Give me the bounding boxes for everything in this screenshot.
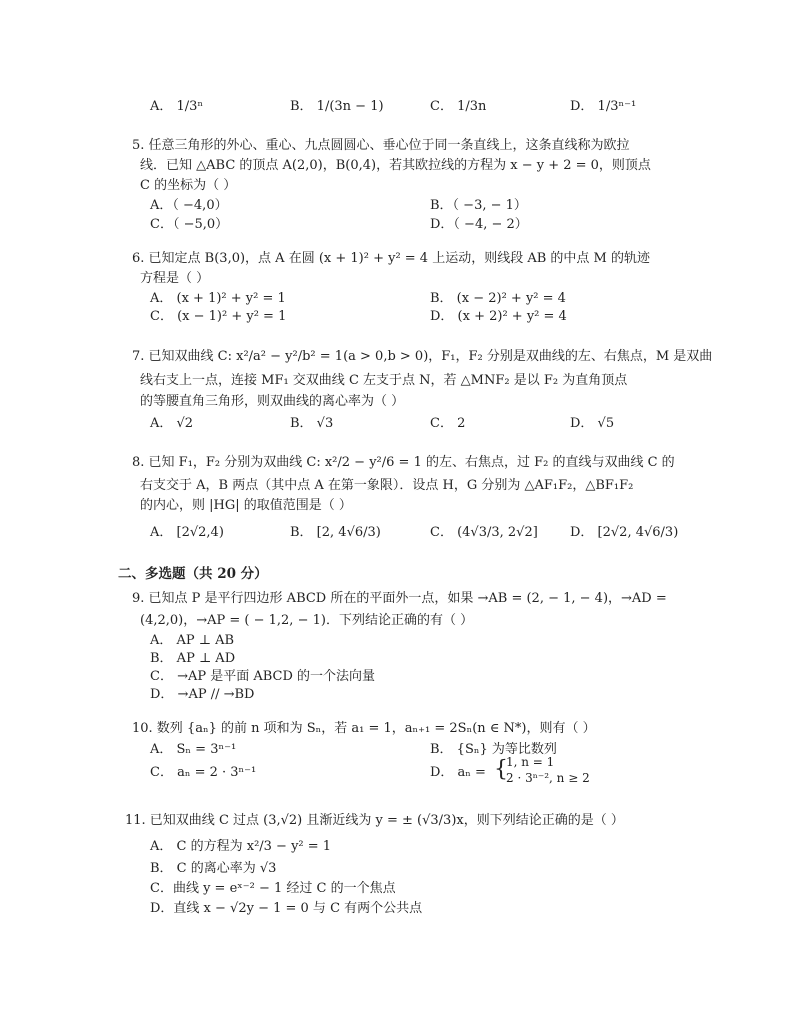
q7-option-b: B． √3: [290, 416, 334, 431]
q5-option-a: A．（ −4,0）: [150, 198, 228, 213]
q4-option-b: B． 1/(3n − 1): [290, 99, 384, 114]
q6-stem-line1: 6. 已知定点 B(3,0)，点 A 在圆 (x + 1)² + y² = 4 上运动，则线段 AB 的中点 M 的轨迹: [132, 251, 650, 266]
q5-option-b: B．（ −3, − 1）: [430, 198, 527, 213]
q10-stem-line1: 10. 数列 {aₙ} 的前 n 项和为 Sₙ，若 a₁ = 1，aₙ₊₁ = 2Sₙ(n ∈ N*)，则有（ ）: [132, 721, 596, 736]
q8-stem-line3: 的内心，则 |HG| 的取值范围是（ ）: [140, 498, 352, 513]
q11-stem-line1: 11. 已知双曲线 C 过点 (3,√2) 且渐近线为 y = ± (√3/3)x，则下列结论正确的是（ ）: [125, 813, 624, 828]
q10-option-d-case1: 1, n = 1: [506, 755, 555, 769]
q6-option-d: D． (x + 2)² + y² = 4: [430, 309, 567, 324]
q8-option-a: A． [2√2,4): [150, 525, 224, 540]
q6-option-a: A． (x + 1)² + y² = 1: [150, 291, 286, 306]
q9-option-b: B． AP ⊥ AD: [150, 651, 236, 666]
q7-option-c: C． 2: [430, 416, 466, 431]
q5-option-c: C．（ −5,0）: [150, 217, 229, 232]
q5-stem-line2: 线．已知 △ABC 的顶点 A(2,0)，B(0,4)，若其欧拉线的方程为 x − y + 2 = 0，则顶点: [140, 158, 651, 173]
section-heading-multiple-choice: 二、多选题（共 20 分）: [118, 566, 268, 582]
q9-option-a: A． AP ⊥ AB: [150, 633, 235, 648]
q6-option-b: B． (x − 2)² + y² = 4: [430, 291, 566, 306]
q9-stem-line1: 9. 已知点 P 是平行四边形 ABCD 所在的平面外一点，如果 →AB = (2, − 1, − 4)，→AD =: [132, 591, 667, 606]
q4-option-c: C． 1/3n: [430, 99, 487, 114]
q10-option-d-label: D． aₙ =: [430, 765, 486, 780]
q10-option-a: A． Sₙ = 3ⁿ⁻¹: [150, 742, 237, 757]
q8-stem-line2: 右支交于 A，B 两点（其中点 A 在第一象限）．设点 H，G 分别为 △AF₁F₂，△BF₁F₂: [140, 478, 634, 493]
q6-option-c: C． (x − 1)² + y² = 1: [150, 309, 287, 324]
q8-option-b: B． [2, 4√6/3): [290, 525, 381, 540]
q11-option-c: C．曲线 y = eˣ⁻² − 1 经过 C 的一个焦点: [150, 881, 396, 896]
q10-option-b: B． {Sₙ} 为等比数列: [430, 742, 557, 757]
q4-option-a: A． 1/3ⁿ: [150, 99, 204, 114]
q10-option-d-brace: {: [494, 757, 508, 782]
q9-stem-line2: (4,2,0)，→AP = ( − 1,2, − 1)．下列结论正确的有（ ）: [140, 613, 474, 628]
q10-option-c: C． aₙ = 2 · 3ⁿ⁻¹: [150, 765, 257, 780]
q6-stem-line2: 方程是（ ）: [140, 271, 210, 286]
q11-option-a: A． C 的方程为 x²/3 − y² = 1: [150, 839, 332, 854]
q4-option-d: D． 1/3ⁿ⁻¹: [570, 99, 637, 114]
q7-stem-line3: 的等腰直角三角形，则双曲线的离心率为（ ）: [140, 394, 405, 409]
q8-option-d: D． [2√2, 4√6/3): [570, 525, 679, 540]
q7-stem-line2: 线右支上一点，连接 MF₁ 交双曲线 C 左支于点 N，若 △MNF₂ 是以 F₂ 为直角顶点: [140, 373, 628, 388]
q8-stem-line1: 8. 已知 F₁，F₂ 分别为双曲线 C: x²/2 − y²/6 = 1 的左、右焦点，过 F₂ 的直线与双曲线 C 的: [132, 455, 675, 470]
q7-stem-line1: 7. 已知双曲线 C: x²/a² − y²/b² = 1(a > 0,b > 0)，F₁，F₂ 分别是双曲线的左、右焦点，M 是双曲: [132, 349, 713, 364]
q5-option-d: D．（ −4, − 2）: [430, 217, 528, 232]
q11-option-b: B． C 的离心率为 √3: [150, 861, 277, 876]
q5-stem-line1: 5. 任意三角形的外心、重心、九点圆圆心、垂心位于同一条直线上，这条直线称为欧拉: [132, 138, 630, 153]
q10-option-d-case2: 2 · 3ⁿ⁻², n ≥ 2: [506, 771, 590, 785]
q8-option-c: C． (4√3/3, 2√2]: [430, 525, 538, 540]
q9-option-d: D． →AP // →BD: [150, 687, 255, 702]
q11-option-d: D．直线 x − √2y − 1 = 0 与 C 有两个公共点: [150, 901, 423, 916]
q9-option-c: C． →AP 是平面 ABCD 的一个法向量: [150, 669, 376, 684]
q5-stem-line3: C 的坐标为（ ）: [140, 178, 237, 193]
q7-option-d: D． √5: [570, 416, 615, 431]
q7-option-a: A． √2: [150, 416, 194, 431]
